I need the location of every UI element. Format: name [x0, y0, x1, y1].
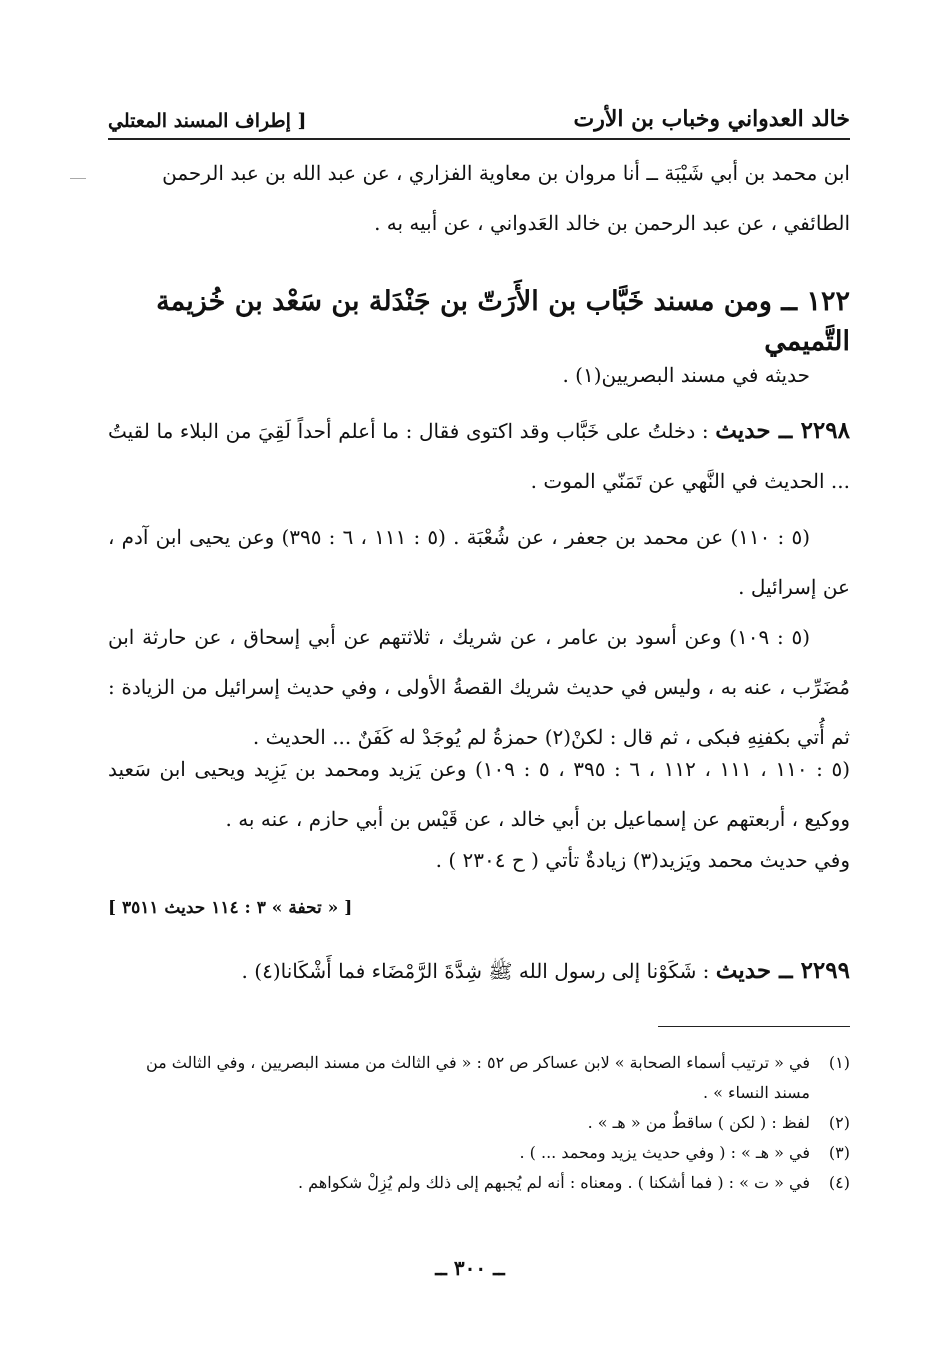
section-heading: ١٢٢ ــ ومن مسند خَبَّاب بن الأَرَتّ بن جَنْدَلة بن سَعْد بن خُزيمة التَّميمي	[156, 286, 850, 357]
hadith-2298-number: ٢٢٩٨ ــ حديث	[715, 417, 850, 444]
footnote-3	[108, 1138, 850, 1168]
hadith-2298-isnad-1: (٥ : ١١٠) عن محمد بن جعفر ، عن شُعْبَة . (٥ : ١١١ ، ٦ : ٣٩٥) وعن يحيى ابن آدم ، عن إسرائيل .	[108, 525, 850, 599]
hadith-2298-isnad-3: (٥ : ١١٠ ، ١١١ ، ١١٢ ، ٦ : ٣٩٥ ، ٥ : ١٠٩) وعن يَزيد ومحمد بن يَزِيد ويحيى ابن سَعيد ووكيع ، أربعتهم عن إسماعيل بن أبي خالد ، عن قَيْس بن أبي حازم ، عنه به .	[108, 757, 850, 831]
intro-line-2: الطائفي ، عن عبد الرحمن بن خالد العَدواني ، عن أبيه به .	[374, 211, 850, 235]
footnote-1	[108, 1048, 850, 1108]
hadith-2299	[108, 946, 850, 996]
footnote-number: (١)	[828, 1053, 850, 1072]
footnote-number: (٣)	[828, 1143, 850, 1162]
footnote-separator	[658, 1026, 850, 1027]
running-header	[108, 98, 850, 140]
hadith-2299-number: ٢٢٩٩ ــ حديث	[715, 957, 850, 984]
footnote-text: في « هـ » : ( وفي حديث يزيد ومحمد ... ) .	[519, 1143, 810, 1162]
footnote-text: في « ترتيب أسماء الصحابة » لابن عساكر ص ٥٢ : « في الثالث من مسند البصريين ، وفي الثالث من مسند النساء » .	[145, 1053, 810, 1102]
footnote-2	[108, 1108, 850, 1138]
intro-line-1: ابن محمد بن أبي شَيْبَة ــ أنا مروان بن معاوية الفزاري ، عن عبد الله بن عبد الرحمن	[162, 161, 850, 185]
intro-paragraph	[108, 148, 850, 248]
page-number: ــ ٣٠٠ ــ	[435, 1256, 505, 1280]
footnote-number: (٤)	[828, 1173, 850, 1192]
header-title: خالد العدواني وخباب بن الأرت	[573, 106, 850, 132]
footnote-text: لفظ : ( لكن ) ساقطٌ من « هـ » .	[587, 1113, 810, 1132]
section-subtitle: حديثه في مسند البصريين(١) .	[562, 363, 810, 387]
hadith-2299-text: : شَكَوْنا إلى رسول الله ﷺ شِدَّةَ الرَّمْضَاء فما أَشْكَانا(٤) .	[241, 959, 710, 983]
footnotes	[108, 1048, 850, 1198]
footnote-4	[108, 1168, 850, 1198]
header-book-title: [ إطراف المسند المعتلي	[108, 110, 307, 132]
tuhfa-reference: [ « تحفة » ٣ : ١١٤ حديث ٣٥١١ ]	[108, 898, 353, 918]
hadith-2298-isnad-2: (٥ : ١٠٩) وعن أسود بن عامر ، عن شريك ، ثلاثتهم عن أبي إسحاق ، عن حارثة ابن مُضَرِّب ، عنه به ، وليس في حديث شريك القصةُ الأولى ، وفي حديث إسرائيل من الزيادة : ثم أُتي بكفنِهِ فبكى ، ثم قال : لكنْ(٢) حمزةُ لم يُوجَدْ له كَفَنٌ ... الحديث .	[108, 625, 850, 749]
hadith-2298-text: : دخلتُ على خَبَّاب وقد اكتوى فقال : ما أعلم أحداً لَقِيَ من البلاء ما لقيتُ ... الحديث في النَّهي عن تَمَنّي الموت .	[108, 419, 850, 493]
hadith-2298-addition: وفي حديث محمد ويَزيد(٣) زيادةٌ تأتي ( ح ٢٣٠٤ ) .	[435, 848, 850, 872]
margin-mark	[70, 178, 86, 179]
hadith-2298	[108, 406, 850, 506]
footnote-number: (٢)	[828, 1113, 850, 1132]
footnote-text: في « ت » : ( فما أشكنا ) . ومعناه : أنه لم يُجبهم إلى ذلك ولم يُزِلْ شكواهم .	[297, 1173, 810, 1192]
